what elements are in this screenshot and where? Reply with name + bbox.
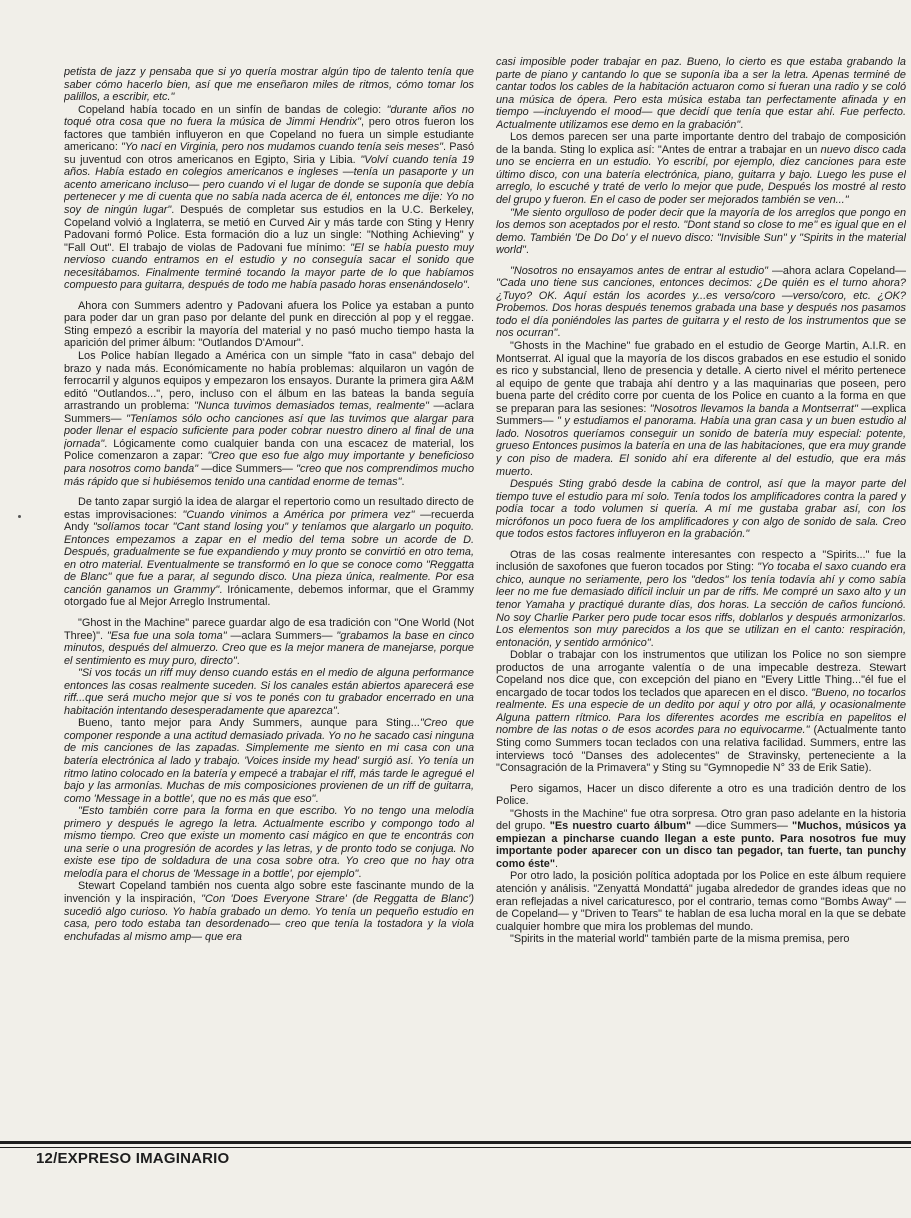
article-paragraph: Por otro lado, la posición política adoptada por los Police en este álbum requiere atención y análisis. "Zenyattá Mondattá" jugaba alrededor de grandes ideas que no eran reflejadas a nivel caricaturesco, por el contrario, temas como "Bombs Away" —de Copeland— y "Driven to Tears" te hablan de esa lucha moral en la que se debate cualquier hombre que mira los problemas del mundo.: [496, 870, 906, 933]
footer-rule-thick: [0, 1141, 911, 1144]
article-paragraph: "Spirits in the material world" también parte de la misma premisa, pero: [510, 933, 850, 946]
article-paragraph: Los demos parecen ser una parte importante dentro del trabajo de composición de la banda. Sting lo explica así: "Antes de entrar a trabajar en un nuevo disco cada uno se encierra en un estudio. Yo escribí, por ejemplo, diez canciones para este último disco, con una batería electrónica, piano, guitarra y bajo. Luego les puse el arreglo, lo escuché y traté de verlo lo mejor que pude, Después los mostré al resto del grupo y fueron. En el caso de poder ser mejorados también se ven...": [496, 131, 906, 207]
article-paragraph: "Me siento orgulloso de poder decir que la mayoría de los arreglos que pongo en los demos son aceptados por el resto. "Dont stand so close to me" es igual que en el demo. También 'De Do Do' y el nuevo disco: "Invisible Sun" y "Spirits in the material world".: [496, 206, 906, 257]
article-paragraph: Pero sigamos, Hacer un disco diferente a otro es una tradición dentro de los Police.: [496, 782, 906, 808]
article-paragraph: Otras de las cosas realmente interesantes con respecto a "Spirits..." fue la inclusión de saxofones que fueron tocados por Sting: "Yo tocaba el saxo cuando era chico, aunque no seriamente, pero los "dedos" los tenía todavía ahí y como sabía leer no me fue demasiado difícil incluir un par de riffs. Me compré un saxo alto y un tenor Yamaha y practiqué durante días, dos horas. La sección de caños funcionó. No soy Charlie Parker pero pude tocar esos riffs, doblarlos y después armonizarlos. Los elementos son muy parecidos a los que se utilizan en el canto: respiración, entonación, y sentido armónico".: [496, 548, 906, 649]
article-paragraph: Copeland había tocado en un sinfín de bandas de colegio: "durante años no toqué otra cosa que no fuera la música de Jimmi Hendrix", pero otros fueron los factores que también influyeron en que Copeland no fuera un simple estudiante americano: "Yo nací en Virginia, pero nos mudamos cuando tenía seis meses". Pasó su juventud con otros americanos en Egipto, Siria y Libia. "Volví cuando tenía 19 años. Había estado en colegios americanos e ingleses —tenía un pasaporte y un acento americano incluso— pero cuando vi el lugar de donde se suponía que debía pertenecer y me di cuenta que no sabía nada acerca de él, entonces me dije: Yo no soy de ningún lugar". Después de completar sus estudios en la U.C. Berkeley, Copeland volvió a Inglaterra, se metió en Curved Air y más tarde con Sting y Henry Padovani formó Police. Esta formación dio a luz un single: "Nothing Achieving" y "Fall Out". El trabajo de violas de Padovani fue mínimo: "El se había puesto muy nervioso cuando entramos en el estudio y no conseguía sacar el sonido que necesitábamos. Finalmente terminé tocando la mayor parte de lo que habíamos compuesto para guitarra, después de todo me había pasado horas ensenándoselo".: [64, 103, 474, 292]
article-paragraph: Doblar o trabajar con los instrumentos que utilizan los Police no son siempre productos de una arrogante valentía o de una impecable destreza. Stewart Copeland nos dice que, con excepción del piano en "Every Little Thing..."él fue el encargado de tocar todos los teclados que aparecen en el disco. "Bueno, no tocarlos realmente. Es una especie de un dedito por aquí y otro por allá, y ocasionalmente Alguna pattern rítmico. Para los diferentes acordes me escribía en papelitos el nombre de las notas o de esos acordes para no equivocarme." (Actualmente tanto Sting como Summers tocan teclados con una relativa facilidad. Summers, entre las interviews tocó "Danses des adolecentes" de Stravinsky, perteneciente a la "Consagración de la Primavera" y Sting su "Gymnopedie N° 33 de Erik Satie).: [496, 649, 906, 775]
page-mark: [18, 515, 21, 518]
article-paragraph: "Ghost in the Machine" parece guardar algo de esa tradición con "One World (Not Three)". "Esa fue una sola toma" —aclara Summers— "grabamos la base en cinco minutos, después del almuerzo. Creo que es la mejor manera de manejarse, porque el sentimiento es muy puro, directo".: [64, 616, 474, 667]
footer-rule-thin: [0, 1147, 911, 1148]
article-paragraph: Stewart Copeland también nos cuenta algo sobre este fascinante mundo de la invención y la inspiración, "Con 'Does Everyone Strare' (de Reggatta de Blanc') sucedió algo curioso. Yo había grabado un demo. Yo tenía un pequeño estudio en casa, pero todo estaba tan desordenado— creo que tenía la tostadora y la viola enchufadas al mismo amp— que era: [64, 880, 474, 943]
article-paragraph: "Esto también corre para la forma en que escribo. Yo no tengo una melodía primero y después le agrego la letra. Actualmente escribo y compongo todo al mismo tiempo. Creo que existe un momento casi mágico en que te encontrás con una serie o una progresión de acordes y las letras, y de pronto todo se conjuga. No existe ese tipo de soldadura de una cosa sobre otra. Yo creo que no hay otra melodía para el chorus de 'Message in a bottle', por ejemplo".: [64, 805, 474, 880]
right-text-column: [496, 56, 906, 1136]
article-paragraph: petista de jazz y pensaba que si yo quería mostrar algún tipo de talento tenía que saber cómo hacerlo bien, así que me enseñaron miles de ritmos, cómo tomar los palillos, a escribir, etc.": [64, 66, 474, 104]
article-paragraph: "Ghosts in the Machine" fue grabado en el estudio de George Martin, A.I.R. en Montserrat. Al igual que la mayoría de los discos grabados en ese estudio el sonido es rico y substancial, lleno de presencia y detalle. A cierto nivel el mérito pertenece al equipo de gente que trabaja ahí dentro y a las maquinarias que poseen, pero buena parte del crédito corre por cuenta de los Police en cuanto a la forma en que se preparan para las sesiones: "Nosotros llevamos la banda a Montserrat" —explica Summers— " y estudiamos el panorama. Había una gran casa y un buen estudio al lado. Nosotros queríamos conseguir un sonido de batería muy especial: potente, grueso Entonces pusimos la batería en una de las habitaciones, que era muy grande y con piso de madera. El sonido ahí era diferente al del estudio, que era más muerto.: [496, 340, 906, 478]
article-paragraph: "Nosotros no ensayamos antes de entrar al estudio" —ahora aclara Copeland— "Cada uno tiene sus canciones, entonces decimos: ¿De quién es el turno ahora? ¿Tuyo? OK. Aquí están los acordes y...es verso/coro —verso/coro, etc. ¿OK? Probemos. Dos horas después tenemos grabada una base y después nos pasamos todo el día poniéndoles las partes de guitarra y el resto de los instrumentos que se nos ocurran".: [496, 264, 906, 340]
article-paragraph: casi imposible poder trabajar en paz. Bueno, lo cierto es que estaba grabando la parte de piano y cantando lo que se suponía iba a ser la letra. Apenas terminé de cantar todos los cables de la habitación actuaron como si fueran una radio y se coló una música de ópera. Pero esta música estaba tan perfectamente afinada y en tiempo —incluyendo el mood— que decidí que tenía que estar ahí. Fue perfecto. Actualmente utilizamos ese demo en la grabación".: [496, 56, 906, 131]
article-paragraph: "Si vos tocás un riff muy denso cuando estás en el medio de alguna performance entonces las cosas realmente suceden. Si los canales están abiertos aparecerá ese riff...que será mucho mejor que si vos te ponés con tu grabador encerrado en una habitación intentando desesperadamente que aparezca".: [64, 667, 474, 717]
article-paragraph: Los Police habían llegado a América con un simple "fato in casa" debajo del brazo y nada más. Económicamente no había problemas: alquilaron un vagón de ferrocarril y algunos equipos y empezaron los ensayos. Durante la primera gira A&M editó "Outlandos...", pero, incluso con el álbum en las bateas la banda seguía arrastrando un problema: "Nunca tuvimos demasiados temas, realmente" —aclara Summers— "Teníamos sólo ocho canciones así que las tuvimos que alargar para poder llenar el espacio suficiente para poder cobrar nuestro dinero al final de una jornada". Lógicamente como cualquier banda con una escacez de material, los Police comenzaron a zapar: "Creo que eso fue algo muy importante y beneficioso para nosotros como banda" —dice Summers— "creo que nos comprendimos mucho más rápido que si hubiésemos tenido una cantidad enorme de temas".: [64, 350, 474, 488]
article-paragraph: De tanto zapar surgió la idea de alargar el repertorio como un resultado directo de estas improvisaciones: "Cuando vinimos a América por primera vez" —recuerda Andy "solíamos tocar "Cant stand losing you" y teníamos que alargarlo un poquito. Entonces empezamos a zapar en el medio del tema sobre un acorde de D. Después, gradualmente se fue expandiendo y muy pronto se convirtió en otro tema, en otro material. Eventualmente se transformó en lo que se conoce como "Reggatta de Blanc" que fue a parar, al segundo disco. Una pieza única, realmente. Por esa canción ganamos un Grammy". Irónicamente, debemos informar, que el Grammy otorgado fue al Mejor Arreglo Instrumental.: [64, 496, 474, 609]
article-paragraph: Bueno, tanto mejor para Andy Summers, aunque para Sting..."Creo que componer responde a una actitud demasiado privada. Yo no he sacado casi ninguna de mis canciones de las zapadas. Simplemente me siento en mi casa con una batería electrónica al lado y trabajo. 'Voices inside my head' surgió así. Yo tenía un ritmo latino colocado en la batería y empecé a trabajar el riff, más tarde le agregué el bajo y las armonías. Muchas de mis composiciones provienen de un riff de guitarra, como 'Message in a bottle', que no es más que eso".: [64, 717, 474, 805]
article-paragraph: Después Sting grabó desde la cabina de control, así que la mayor parte del tiempo tuve el estudio para mí solo. Tenía todos los amplificadores contra la pared y podía tocar a todo volumen si quería. A mí me gustaba grabar así, con los micrófonos un poco fuera de los amplificadores y con algo de sonido de sala. Creo que todos estos factores influyeron en la grabación.": [496, 478, 906, 541]
article-paragraph: Ahora con Summers adentro y Padovani afuera los Police ya estaban a punto para poder dar un gran paso por delante del punk en dirección al pop y el reggae. Sting empezó a escribir la mayoría del material y no pasó mucho tiempo hasta la aparición del primer álbum: "Outlandos D'Amour".: [64, 299, 474, 350]
page-folio: 12/EXPRESO IMAGINARIO: [36, 1150, 230, 1167]
left-text-column: [64, 66, 474, 1140]
article-paragraph: "Ghosts in the Machine" fue otra sorpresa. Otro gran paso adelante en la historia del grupo. "Es nuestro cuarto álbum" —dice Summers— "Muchos, músicos ya empiezan a pincharse cuando llegan a este punto. Para nosotros fue muy importante poder aparecer con un disco tan pegador, tan fuerte, tan punchy como éste".: [496, 807, 906, 870]
